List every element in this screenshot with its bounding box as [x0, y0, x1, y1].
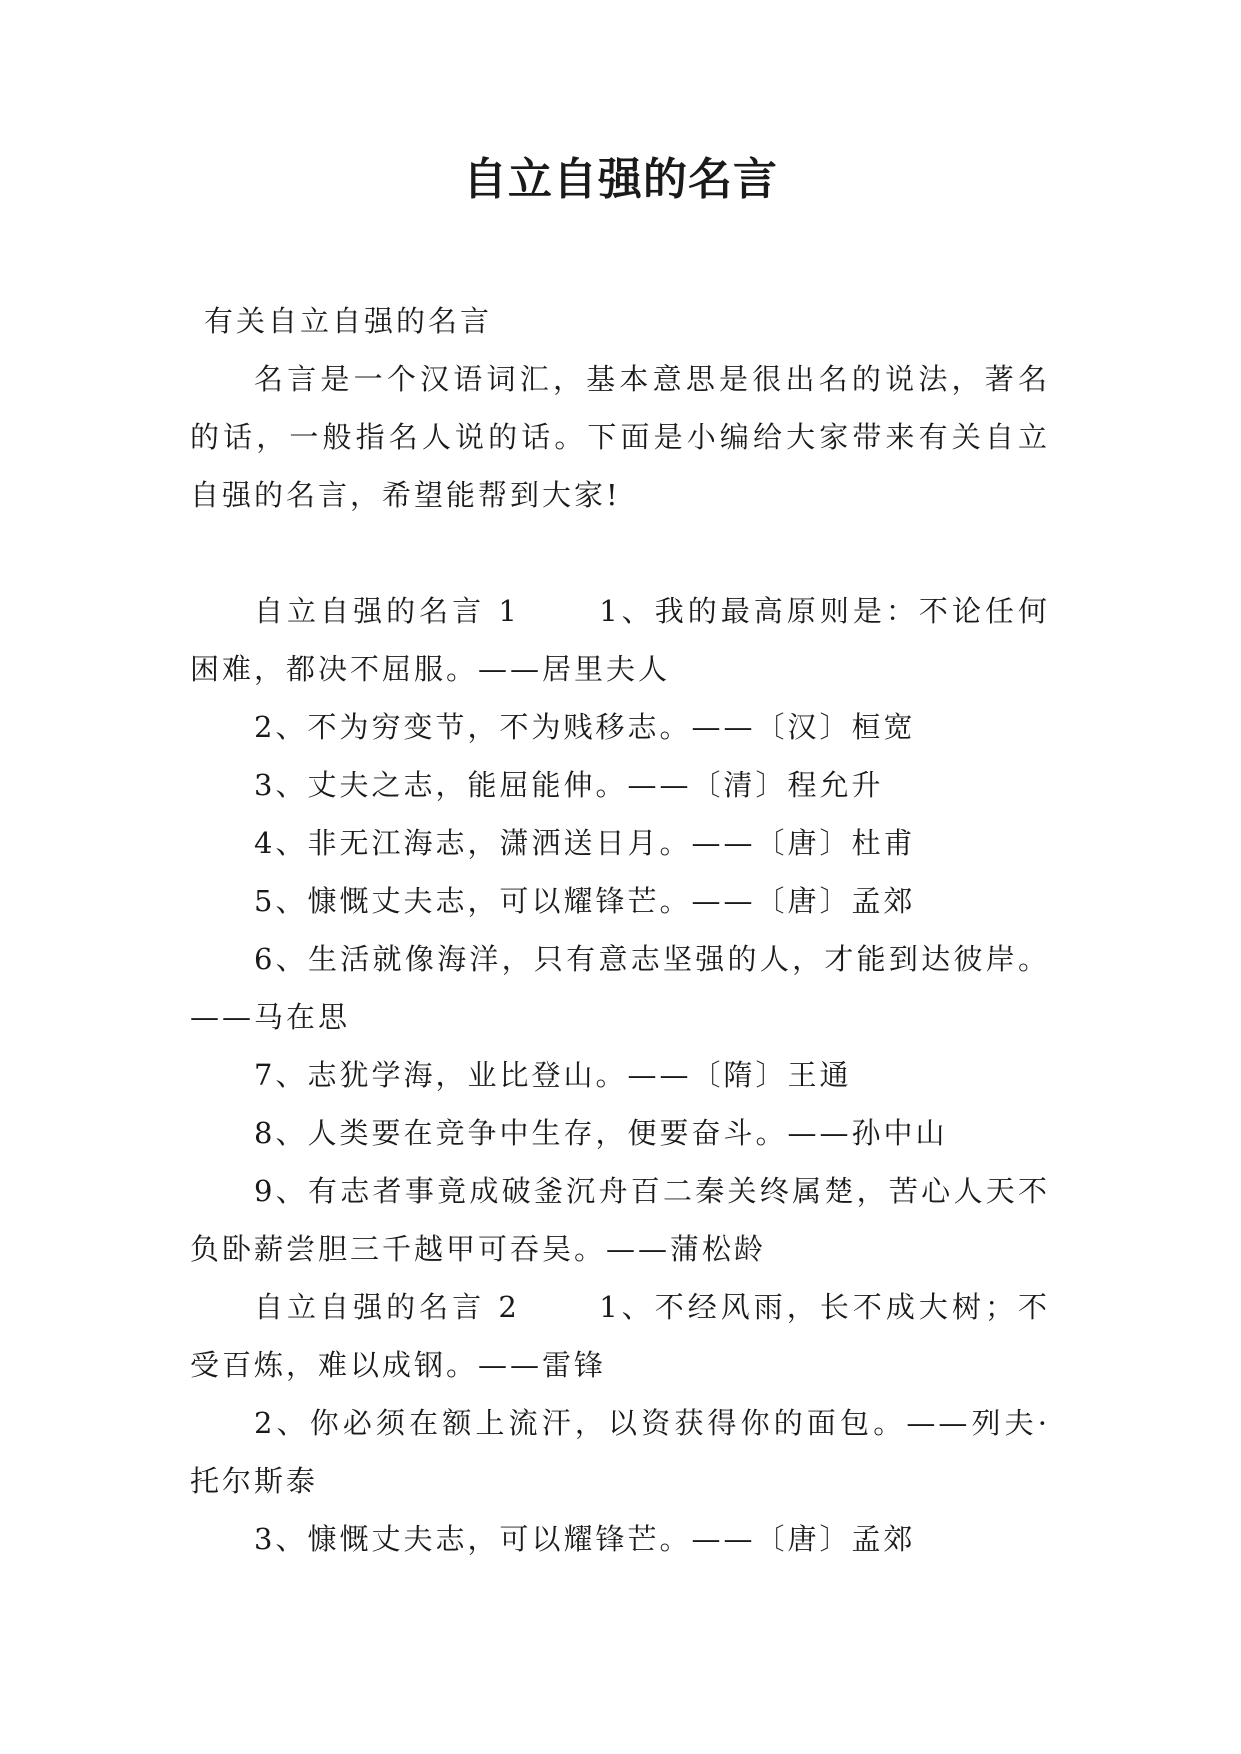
section-heading: 有关自立自强的名言: [204, 304, 493, 338]
quote-paragraph: 5、慷慨丈夫志，可以耀锋芒。——〔唐〕孟郊: [254, 884, 916, 918]
quote-paragraph: 9、有志者事竟成破釜沉舟百二秦关终属楚，苦心人天不负卧薪尝胆三千越甲可吞吴。——蒲松龄: [190, 1174, 1050, 1266]
quote-paragraph: 自立自强的名言 1 1、我的最高原则是：不论任何困难，都决不屈服。——居里夫人: [190, 594, 1050, 686]
paragraph-gap: [190, 524, 1050, 582]
quote-paragraph: 3、丈夫之志，能屈能伸。——〔清〕程允升: [254, 768, 884, 802]
quote-paragraph: 3、慷慨丈夫志，可以耀锋芒。——〔唐〕孟郊: [254, 1522, 916, 1556]
quote-paragraph: 8、人类要在竞争中生存，便要奋斗。——孙中山: [254, 1116, 948, 1150]
quote-paragraph: 2、不为穷变节，不为贱移志。——〔汉〕桓宽: [254, 710, 916, 744]
page-title: 自立自强的名言: [463, 154, 778, 205]
quote-paragraph: 7、志犹学海，业比登山。——〔隋〕王通: [254, 1058, 852, 1092]
quote-paragraph: 6、生活就像海洋，只有意志坚强的人，才能到达彼岸。——马在思: [190, 942, 1050, 1034]
quote-paragraph: 2、你必须在额上流汗，以资获得你的面包。——列夫·托尔斯泰: [190, 1406, 1050, 1498]
document-body: [190, 292, 1050, 1568]
quote-paragraph: 自立自强的名言 2 1、不经风雨，长不成大树；不受百炼，难以成钢。——雷锋: [190, 1290, 1050, 1382]
intro-paragraph: 名言是一个汉语词汇，基本意思是很出名的说法，著名的话，一般指名人说的话。下面是小编给大家带来有关自立自强的名言，希望能帮到大家!: [190, 362, 1050, 512]
quote-paragraph: 4、非无江海志，潇洒送日月。——〔唐〕杜甫: [254, 826, 916, 860]
